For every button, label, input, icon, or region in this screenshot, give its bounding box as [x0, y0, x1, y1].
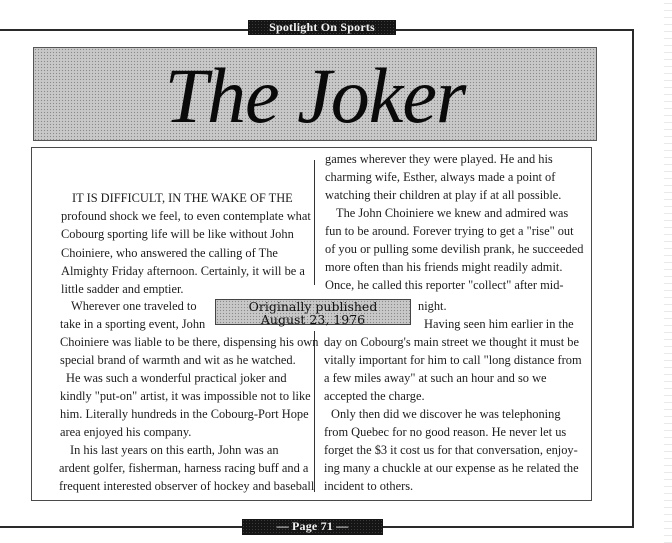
publication-note-line1: Originally published	[248, 299, 378, 314]
right-line-3: watching their children at play if at all possible.	[325, 188, 562, 202]
right-line-13: a few miles away" at such an hour and so we	[324, 371, 547, 385]
left-line-3: Cobourg sporting life will be like without John	[61, 227, 294, 241]
left-line-11: He was such a wonderful practical joker and	[66, 371, 287, 385]
left-line-1: IT IS DIFFICULT, IN THE WAKE OF THE	[72, 191, 293, 205]
page-number-banner	[242, 519, 383, 535]
right-line-18: ing many a chuckle at our expense as he related the	[324, 461, 579, 475]
section-label: Spotlight On Sports	[269, 20, 375, 34]
left-line-7: Wherever one traveled to	[71, 299, 197, 313]
left-line-4: Choiniere, who answered the calling of The	[61, 246, 278, 260]
left-line-9: Choiniere was liable to be there, dispensing his own	[60, 335, 319, 349]
right-line-10: Having seen him earlier in the	[424, 317, 574, 331]
right-line-19: incident to others.	[324, 479, 414, 493]
column-divider-upper	[314, 160, 315, 285]
column-divider-lower	[314, 331, 315, 492]
left-line-16: ardent golfer, fisherman, harness racing buff and a	[59, 461, 309, 475]
left-line-8: take in a sporting event, John	[60, 317, 206, 331]
right-line-4: The John Choiniere we knew and admired was	[336, 206, 569, 220]
left-line-17: frequent interested observer of hockey and baseball	[59, 479, 315, 493]
right-line-8: Once, he called this reporter "collect" after mid-	[325, 278, 564, 292]
right-line-1: games wherever they were played. He and his	[325, 152, 553, 166]
section-banner	[248, 20, 396, 35]
right-line-15: Only then did we discover he was telephoning	[331, 407, 561, 421]
left-line-2: profound shock we feel, to even contemplate what	[61, 209, 311, 223]
right-line-6: of you or pulling some devilish prank, he succeeded	[325, 242, 584, 256]
frame-right-rule	[632, 29, 634, 528]
left-line-5: Almighty Friday afternoon. Certainly, it will be a	[61, 264, 305, 278]
right-line-14: accepted the charge.	[324, 389, 425, 403]
page-edge-texture	[664, 0, 672, 543]
left-line-13: him. Literally hundreds in the Cobourg-Port Hope	[60, 407, 309, 421]
left-line-14: area enjoyed his company.	[60, 425, 192, 439]
right-line-16: from Quebec for no good reason. He never let us	[324, 425, 567, 439]
right-line-12: vitally important for him to call "long distance from	[324, 353, 582, 367]
right-line-17: forget the $3 it cost us for that conversation, enjoy-	[324, 443, 578, 457]
right-line-9: night.	[418, 299, 447, 313]
left-line-10: special brand of warmth and wit as he watched.	[60, 353, 296, 367]
left-line-12: kindly "put-on" artist, it was impossible not to like	[60, 389, 311, 403]
title-box	[33, 47, 597, 141]
right-line-11: day on Cobourg's main street we thought it must be	[324, 335, 579, 349]
right-line-5: fun to be around. Forever trying to get a "rise" out	[325, 224, 574, 238]
publication-note-line2: August 23, 1976	[260, 311, 366, 327]
left-line-15: In his last years on this earth, John was an	[70, 443, 279, 457]
right-line-7: more often than his friends might readily admit.	[325, 260, 563, 274]
publication-note-box	[215, 299, 411, 325]
right-line-2: charming wife, Esther, always made a point of	[325, 170, 556, 184]
article-title: The Joker	[164, 52, 466, 139]
page-number: — Page 71 —	[276, 519, 349, 533]
left-line-6: little sadder and emptier.	[61, 282, 184, 296]
